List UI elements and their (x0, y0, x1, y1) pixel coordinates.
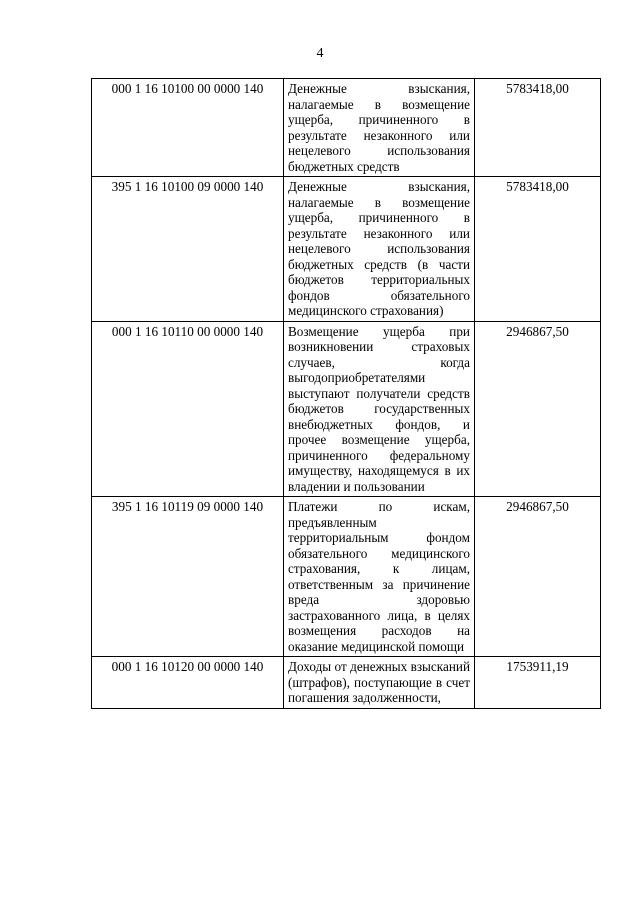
revenue-name-cell: Денежные взыскания, налагаемые в возмещение ущерба, причиненного в результате незаконного или нецелевого использования бюджетных средств (в части бюджетов территориальных фондов обязательного медицинского страхования) (284, 177, 475, 322)
table-row (92, 177, 601, 322)
budget-revenue-table (91, 78, 601, 709)
page-number: 4 (316, 46, 324, 61)
amount-cell: 2946867,50 (475, 497, 601, 657)
revenue-name-cell: Денежные взыскания, налагаемые в возмещение ущерба, причиненного в результате незаконного или нецелевого использования бюджетных средств (284, 79, 475, 177)
table-row (92, 657, 601, 709)
amount-cell: 5783418,00 (475, 79, 601, 177)
revenue-name-cell: Платежи по искам, предъявленным территориальным фондом обязательного медицинского страхования, к лицам, ответственным за причинение вреда здоровью застрахованного лица, в целях возмещения расходов на оказание медицинской помощи (284, 497, 475, 657)
amount-cell: 1753911,19 (475, 657, 601, 709)
budget-code-cell: 000 1 16 10120 00 0000 140 (92, 657, 284, 709)
revenue-name-cell: Доходы от денежных взысканий (штрафов), поступающие в счет погашения задолженности, (284, 657, 475, 709)
amount-cell: 2946867,50 (475, 321, 601, 497)
budget-code-cell: 395 1 16 10100 09 0000 140 (92, 177, 284, 322)
table-row (92, 79, 601, 177)
budget-code-cell: 395 1 16 10119 09 0000 140 (92, 497, 284, 657)
budget-code-cell: 000 1 16 10100 00 0000 140 (92, 79, 284, 177)
budget-code-cell: 000 1 16 10110 00 0000 140 (92, 321, 284, 497)
table-row (92, 321, 601, 497)
amount-cell: 5783418,00 (475, 177, 601, 322)
revenue-name-cell: Возмещение ущерба при возникновении страховых случаев, когда выгодоприобретателями выступают получатели средств бюджетов государственных внебюджетных фондов, и прочее возмещение ущерба, причиненного федеральному имуществу, находящемуся в их владении и пользовании (284, 321, 475, 497)
table-row (92, 497, 601, 657)
